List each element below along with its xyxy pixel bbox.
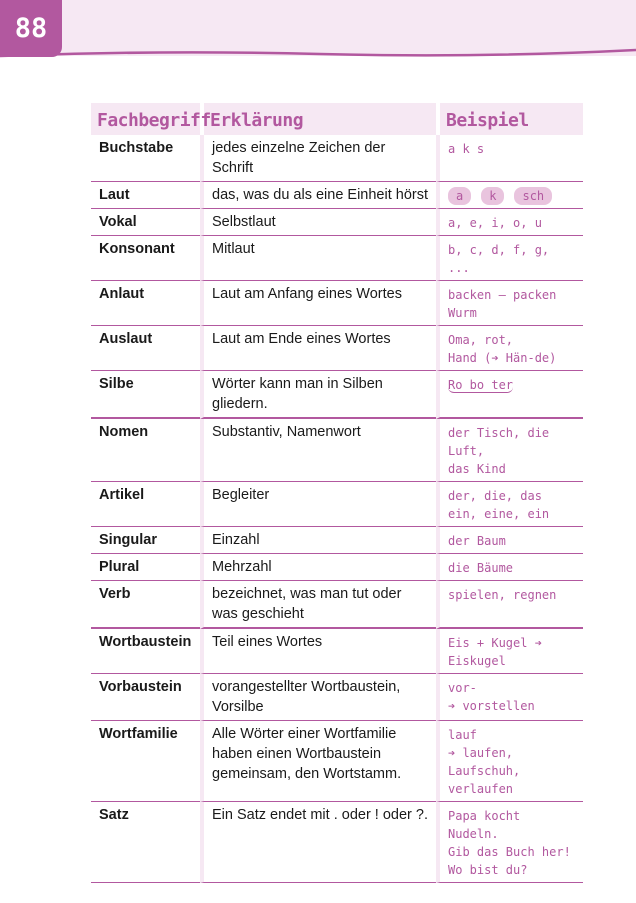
example-cell xyxy=(436,802,583,883)
example-cell: a k s xyxy=(436,135,583,182)
term-cell: Nomen xyxy=(91,419,200,482)
term-cell: Laut xyxy=(91,182,200,209)
table-row xyxy=(91,135,583,182)
table-row xyxy=(91,182,583,209)
example-cell: spielen, regnen xyxy=(436,581,583,629)
table-row xyxy=(91,721,583,802)
explanation-cell: bezeichnet, was man tut oder was geschieht xyxy=(200,581,436,629)
explanation-cell: Teil eines Wortes xyxy=(200,629,436,674)
example-line: Papa kocht Nudeln. xyxy=(448,809,521,841)
example-line: backen – packen xyxy=(448,288,557,302)
example-cell: a, e, i, o, u xyxy=(436,209,583,236)
example-line: ein, eine, ein xyxy=(448,507,550,521)
table-row xyxy=(91,482,583,527)
table-row xyxy=(91,674,583,721)
explanation-cell: Wörter kann man in Silben gliedern. xyxy=(200,371,436,419)
example-cell xyxy=(436,281,583,326)
explanation-cell: Substantiv, Namenwort xyxy=(200,419,436,482)
example-cell: Eis + Kugel ➔ Eiskugel xyxy=(436,629,583,674)
explanation-cell: Ein Satz endet mit . oder ! oder ?. xyxy=(200,802,436,883)
term-cell: Vorbaustein xyxy=(91,674,200,721)
glossary-table xyxy=(91,103,583,883)
table-row xyxy=(91,629,583,674)
example-line: lauf xyxy=(448,728,477,742)
example-line: ➔ vorstellen xyxy=(448,699,535,713)
example-line: Hand (➔ Hän-de) xyxy=(448,351,557,365)
example-cell: der Baum xyxy=(436,527,583,554)
example-cell xyxy=(436,326,583,371)
example-cell: die Bäume xyxy=(436,554,583,581)
table-row xyxy=(91,802,583,883)
example-line: der, die, das xyxy=(448,489,542,503)
example-line: Wurm xyxy=(448,306,477,320)
table-row xyxy=(91,209,583,236)
term-cell: Silbe xyxy=(91,371,200,419)
header-example: Beispiel xyxy=(436,103,583,135)
table-row xyxy=(91,581,583,629)
explanation-cell: Begleiter xyxy=(200,482,436,527)
header-wave xyxy=(0,44,636,60)
table-row xyxy=(91,326,583,371)
example-cell xyxy=(436,371,583,419)
table-row xyxy=(91,419,583,482)
example-cell xyxy=(436,674,583,721)
term-cell: Vokal xyxy=(91,209,200,236)
explanation-cell: das, was du als eine Einheit hörst xyxy=(200,182,436,209)
sound-tag: k xyxy=(481,187,504,205)
example-line: das Kind xyxy=(448,462,506,476)
term-cell: Buchstabe xyxy=(91,135,200,182)
example-cell xyxy=(436,721,583,802)
example-cell xyxy=(436,482,583,527)
example-line: ➔ laufen, Laufschuh, xyxy=(448,746,521,778)
explanation-cell: Mehrzahl xyxy=(200,554,436,581)
term-cell: Anlaut xyxy=(91,281,200,326)
explanation-cell: Einzahl xyxy=(200,527,436,554)
term-cell: Wortbaustein xyxy=(91,629,200,674)
header-row xyxy=(91,103,583,135)
term-cell: Singular xyxy=(91,527,200,554)
table-row xyxy=(91,371,583,419)
term-cell: Plural xyxy=(91,554,200,581)
example-cell xyxy=(436,419,583,482)
table-row xyxy=(91,527,583,554)
example-line: verlaufen xyxy=(448,782,514,796)
example-line: Oma, rot, xyxy=(448,333,514,347)
explanation-cell: vorangestellter Wortbaustein, Vorsilbe xyxy=(200,674,436,721)
explanation-cell: Selbstlaut xyxy=(200,209,436,236)
page-number: 88 xyxy=(0,0,62,57)
term-cell: Auslaut xyxy=(91,326,200,371)
explanation-cell: jedes einzelne Zeichen der Schrift xyxy=(200,135,436,182)
table-row xyxy=(91,236,583,281)
example-line: vor- xyxy=(448,681,477,695)
header-explanation: Erklärung xyxy=(200,103,436,135)
explanation-cell: Laut am Ende eines Wortes xyxy=(200,326,436,371)
header-term: Fachbegriff xyxy=(91,103,200,135)
example-line: der Tisch, die Luft, xyxy=(448,426,550,458)
term-cell: Verb xyxy=(91,581,200,629)
example-cell: b, c, d, f, g, ... xyxy=(436,236,583,281)
explanation-cell: Mitlaut xyxy=(200,236,436,281)
term-cell: Satz xyxy=(91,802,200,883)
explanation-cell: Alle Wörter einer Wortfamilie haben einen Wortbaustein gemeinsam, den Wortstamm. xyxy=(200,721,436,802)
term-cell: Wortfamilie xyxy=(91,721,200,802)
table-row xyxy=(91,281,583,326)
term-cell: Artikel xyxy=(91,482,200,527)
example-cell xyxy=(436,182,583,209)
term-cell: Konsonant xyxy=(91,236,200,281)
syllable-example: Ro bo ter xyxy=(448,378,514,392)
example-line: Wo bist du? xyxy=(448,863,528,877)
table-row xyxy=(91,554,583,581)
explanation-cell: Laut am Anfang eines Wortes xyxy=(200,281,436,326)
sound-tag: sch xyxy=(514,187,552,205)
sound-tag: a xyxy=(448,187,471,205)
example-line: Gib das Buch her! xyxy=(448,845,571,859)
